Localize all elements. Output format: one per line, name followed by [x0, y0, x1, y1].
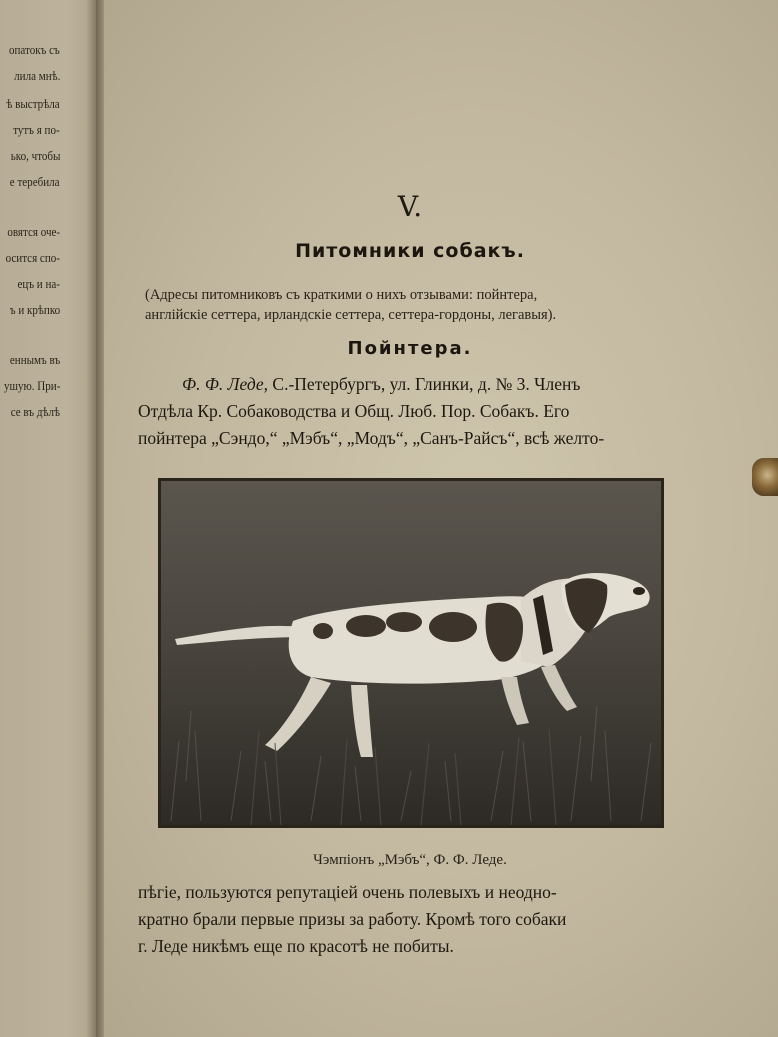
paragraph-line-text: С.-Петербургъ, ул. Глинки, д. № 3. Членъ — [268, 374, 581, 394]
left-page-line: ъ и крѣпко — [9, 302, 60, 317]
page-edge-shadow — [86, 0, 96, 1037]
note-line: (Адресы питомниковъ съ краткими о нихъ отзывами: пойнтера, — [145, 287, 538, 303]
pointer-dog-illustration — [161, 481, 661, 825]
closing-line: кратно брали первые призы за работу. Кромѣ того собаки — [138, 909, 567, 929]
left-page — [0, 0, 96, 1037]
left-page-line: еннымъ въ — [9, 352, 60, 367]
left-page-line: се въ дѣлѣ — [10, 404, 60, 419]
paragraph-line: Отдѣла Кр. Собаководства и Общ. Люб. Пор. Собакъ. Его — [138, 401, 570, 421]
left-page-line: тутъ я по- — [13, 122, 60, 137]
closing-line: г. Леде никѣмъ еще по красотѣ не побиты. — [138, 936, 454, 956]
chapter-title: Питомники собакъ. — [295, 240, 525, 262]
left-page-line: лила мнѣ. — [13, 68, 60, 83]
section-title: Пойнтера. — [347, 338, 473, 359]
left-page-line: ѣ выстрѣла — [6, 96, 60, 111]
paragraph-lead: Ф. Ф. Леде, — [182, 374, 269, 394]
left-page-line: ько, чтобы — [10, 148, 60, 163]
closing-line: пѣгіе, пользуются репутаціей очень полевыхъ и неодно- — [138, 882, 557, 902]
dog-photograph — [158, 478, 664, 828]
binding-clip — [752, 458, 778, 496]
left-page-line: е теребила — [10, 174, 60, 189]
left-page-line: ушую. При- — [3, 378, 60, 393]
left-page-line: ецъ и на- — [17, 276, 60, 291]
paragraph-line — [182, 374, 580, 395]
book-gutter — [96, 0, 104, 1037]
left-page-line: овятся оче- — [7, 224, 60, 239]
photo-caption: Чэмпіонъ „Мэбъ“, Ф. Ф. Леде. — [313, 852, 507, 868]
left-page-line: опатокъ съ — [9, 42, 60, 57]
chapter-number: V. — [397, 190, 423, 223]
paragraph-line: пойнтера „Сэндо,“ „Мэбъ“, „Модъ“, „Санъ-Райсъ“, всѣ желто- — [138, 428, 605, 448]
note-line: англійскіе сеттера, ирландскіе сеттера, сеттера-гордоны, легавыя). — [145, 307, 557, 323]
left-page-line: осится спо- — [5, 250, 60, 265]
